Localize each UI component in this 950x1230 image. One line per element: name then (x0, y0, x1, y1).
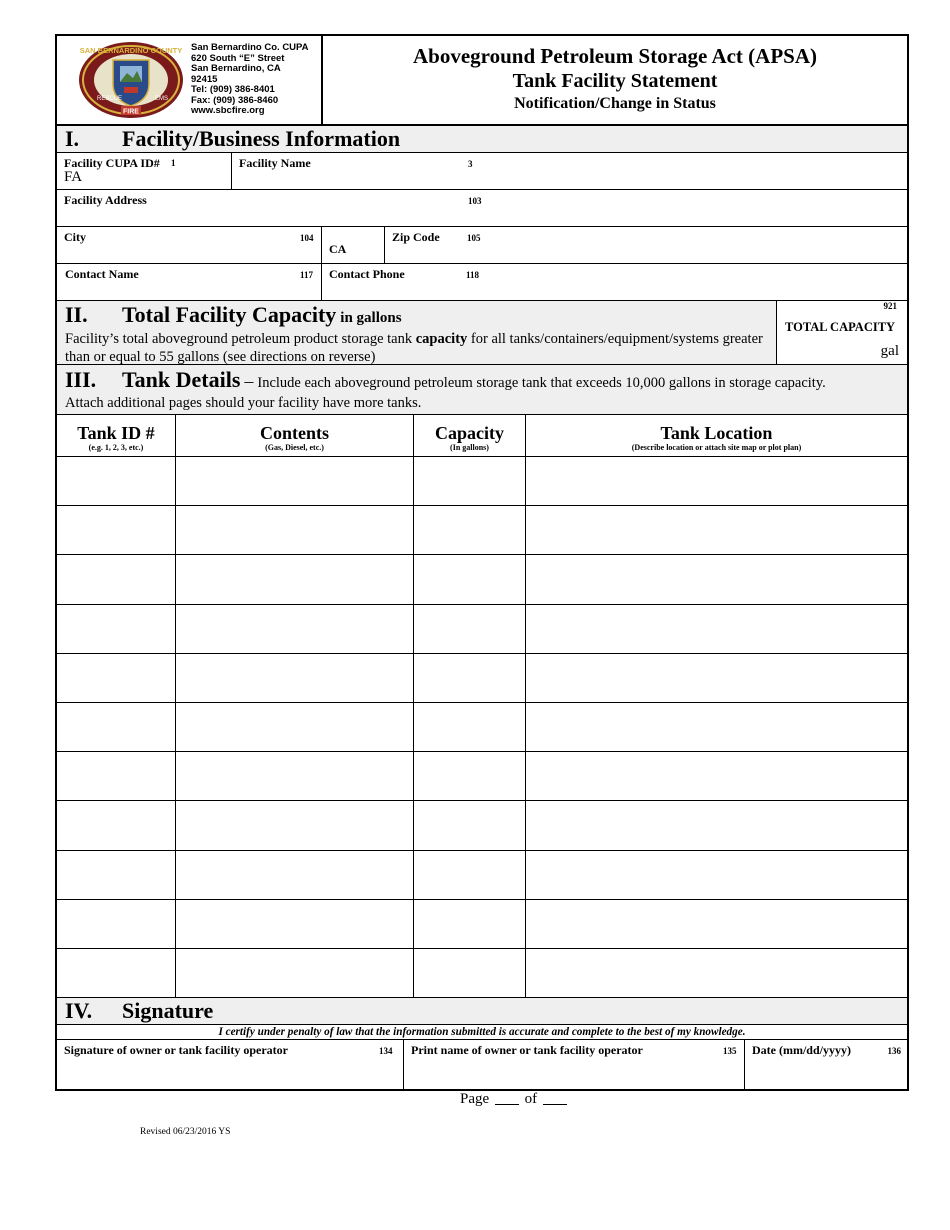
table-row (57, 900, 907, 949)
state-field (322, 227, 385, 263)
col-tank-id (57, 415, 176, 456)
row-contact (57, 264, 907, 301)
contact-name-field[interactable] (57, 264, 322, 300)
row-signature (57, 1039, 907, 1089)
section-3-description: Include each aboveground petroleum storage tank that exceeds 10,000 gallons in storage capacity. (257, 375, 826, 391)
section-2-info (57, 301, 777, 364)
col-capacity-label: Capacity (435, 423, 504, 443)
date-label: Date (mm/dd/yyyy) (752, 1043, 851, 1058)
col-tank-location (526, 415, 907, 456)
section-1-header (57, 126, 907, 153)
table-row (57, 555, 907, 604)
facility-name-label: Facility Name (239, 156, 311, 170)
tank-table-body (57, 457, 907, 998)
table-row (57, 703, 907, 752)
table-row (57, 506, 907, 555)
section-3-number: III. (65, 367, 97, 392)
page-label: Page (460, 1091, 490, 1107)
contents-cell[interactable] (176, 457, 414, 505)
print-name-code: 135 (723, 1046, 737, 1057)
contact-name-code: 117 (300, 270, 314, 280)
capacity-cell[interactable] (414, 851, 526, 899)
tank-id-cell[interactable] (57, 703, 176, 751)
tank-table-header (57, 415, 907, 457)
tank-location-cell[interactable] (526, 703, 907, 751)
tank-id-cell[interactable] (57, 555, 176, 603)
page-number-blank[interactable] (495, 1104, 519, 1105)
tank-id-cell[interactable] (57, 457, 176, 505)
agency-block (57, 36, 323, 124)
tank-location-cell[interactable] (526, 949, 907, 997)
tank-location-cell[interactable] (526, 654, 907, 702)
zip-code-label: Zip Code (392, 230, 440, 244)
col-capacity (414, 415, 526, 456)
col-tank-id-label: Tank ID # (77, 423, 155, 443)
page-total-blank[interactable] (543, 1104, 567, 1105)
agency-tel: Tel: (909) 386-8401 (191, 84, 275, 96)
facility-address-cell (57, 190, 907, 226)
section-3-description-2: Attach additional pages should your facility have more tanks. (65, 395, 422, 411)
contact-phone-field[interactable] (322, 264, 907, 300)
city-field[interactable] (57, 227, 322, 263)
section-4-number: IV. (65, 998, 93, 1024)
capacity-cell[interactable] (414, 605, 526, 653)
agency-city: San Bernardino, CA (191, 63, 281, 75)
tank-location-cell[interactable] (526, 605, 907, 653)
total-capacity-code: 921 (883, 301, 897, 311)
print-name-field[interactable] (404, 1040, 745, 1089)
tank-location-cell[interactable] (526, 851, 907, 899)
contents-cell[interactable] (176, 851, 414, 899)
signature-field[interactable] (57, 1040, 404, 1089)
contents-cell[interactable] (176, 949, 414, 997)
section-3-title: Tank Details (122, 367, 241, 392)
revision-note: Revised 06/23/2016 YS (140, 1127, 231, 1137)
form-header (57, 36, 907, 126)
facility-address-code: 103 (468, 196, 482, 206)
city-label: City (64, 230, 86, 244)
seal-right-text: EMS (155, 96, 169, 102)
county-fire-seal-icon (77, 40, 185, 120)
tank-location-cell[interactable] (526, 506, 907, 554)
section-4-title: Signature (122, 998, 214, 1024)
section-2-number: II. (65, 302, 88, 327)
tank-id-cell[interactable] (57, 949, 176, 997)
table-row (57, 457, 907, 506)
tank-location-cell[interactable] (526, 457, 907, 505)
date-code: 136 (887, 1046, 901, 1057)
contact-name-label: Contact Name (65, 267, 139, 281)
facility-name-code: 3 (468, 159, 473, 169)
col-tank-location-sub: (Describe location or attach site map or plot plan) (631, 443, 802, 452)
capacity-cell[interactable] (414, 801, 526, 849)
capacity-cell[interactable] (414, 949, 526, 997)
facility-address-label: Facility Address (64, 193, 147, 207)
seal-bottom-text: FIRE (123, 108, 139, 116)
tank-location-cell[interactable] (526, 801, 907, 849)
tank-id-cell[interactable] (57, 506, 176, 554)
seal-top-text: SAN BERNARDINO COUNTY (79, 46, 183, 55)
total-capacity-label: TOTAL CAPACITY (785, 320, 896, 334)
row-cupa-name (57, 153, 907, 190)
col-contents-label: Contents (259, 423, 329, 443)
of-label: of (524, 1091, 538, 1107)
form-subtitle: Tank Facility Statement (512, 70, 718, 92)
cupa-id-code: 1 (171, 158, 176, 168)
form-title: Aboveground Petroleum Storage Act (APSA) (412, 44, 817, 68)
capacity-cell[interactable] (414, 900, 526, 948)
agency-name: San Bernardino Co. CUPA (191, 41, 309, 53)
tank-location-cell[interactable] (526, 555, 907, 603)
agency-street: 620 South “E” Street (191, 52, 285, 64)
tank-id-cell[interactable] (57, 851, 176, 899)
table-row (57, 654, 907, 703)
signature-code: 134 (379, 1046, 393, 1057)
section-1-title: Facility/Business Information (122, 126, 401, 151)
city-code: 104 (300, 233, 314, 243)
contents-cell[interactable] (176, 506, 414, 554)
agency-web: www.sbcfire.org (191, 105, 265, 117)
section-2-desc-post: for all tanks/containers/equipment/systems greater than or equal to 55 gallons (see directions on reverse) (65, 331, 763, 365)
print-name-label: Print name of owner or tank facility operator (411, 1043, 643, 1058)
tank-id-cell[interactable] (57, 752, 176, 800)
agency-zip: 92415 (191, 73, 218, 85)
form-title-block (323, 36, 907, 124)
tank-id-cell[interactable] (57, 654, 176, 702)
cupa-id-label: Facility CUPA ID# (64, 156, 160, 170)
cupa-id-field[interactable] (57, 153, 232, 189)
table-row (57, 752, 907, 801)
form-subtitle-2: Notification/Change in Status (514, 95, 716, 112)
table-row (57, 949, 907, 998)
table-row (57, 605, 907, 654)
contents-cell[interactable] (176, 703, 414, 751)
state-value: CA (329, 242, 347, 256)
contents-cell[interactable] (176, 605, 414, 653)
col-tank-id-sub: (e.g. 1, 2, 3, etc.) (88, 443, 144, 452)
capacity-cell[interactable] (414, 654, 526, 702)
capacity-cell[interactable] (414, 555, 526, 603)
contact-phone-label: Contact Phone (329, 267, 405, 281)
contents-cell[interactable] (176, 555, 414, 603)
section-3-dash: – (244, 371, 254, 391)
contact-phone-code: 118 (466, 270, 480, 280)
date-field[interactable] (745, 1040, 907, 1089)
contents-cell[interactable] (176, 654, 414, 702)
col-contents (176, 415, 414, 456)
capacity-cell[interactable] (414, 457, 526, 505)
table-row (57, 801, 907, 850)
total-capacity-unit: gal (880, 343, 899, 359)
total-capacity-field[interactable] (777, 301, 907, 364)
tank-id-cell[interactable] (57, 605, 176, 653)
contents-cell[interactable] (176, 900, 414, 948)
section-1-number: I. (65, 126, 80, 151)
section-2 (57, 301, 907, 365)
capacity-cell[interactable] (414, 506, 526, 554)
contents-cell[interactable] (176, 752, 414, 800)
signature-label: Signature of owner or tank facility operator (64, 1043, 288, 1058)
tank-location-cell[interactable] (526, 900, 907, 948)
section-2-description (65, 330, 776, 366)
section-2-title-suffix: in gallons (340, 310, 402, 326)
col-capacity-sub: (In gallons) (450, 443, 489, 452)
section-2-desc-pre: Facility’s total aboveground petroleum product storage tank (65, 331, 413, 347)
certification-statement: I certify under penalty of law that the information submitted is accurate and complete to the best of my knowledge. (218, 1026, 746, 1039)
section-2-desc-bold: capacity (415, 331, 468, 347)
row-city-state-zip (57, 227, 907, 264)
capacity-cell[interactable] (414, 703, 526, 751)
seal-left-text: RESCUE (97, 96, 123, 102)
section-4-header (57, 998, 907, 1025)
tank-id-cell[interactable] (57, 900, 176, 948)
agency-fax: Fax: (909) 386-8460 (191, 94, 279, 106)
tank-id-cell[interactable] (57, 801, 176, 849)
agency-address (191, 43, 309, 117)
facility-address-field[interactable] (57, 190, 907, 227)
col-tank-location-label: Tank Location (660, 423, 773, 443)
facility-name-field[interactable] (232, 153, 907, 189)
zip-code-field[interactable] (385, 227, 907, 263)
section-2-title: Total Facility Capacity (122, 302, 337, 327)
apsa-form (55, 34, 909, 1091)
page-number-line (460, 1091, 569, 1108)
zip-code-code: 105 (467, 233, 481, 243)
section-3-header (57, 365, 907, 415)
capacity-cell[interactable] (414, 752, 526, 800)
contents-cell[interactable] (176, 801, 414, 849)
tank-location-cell[interactable] (526, 752, 907, 800)
table-row (57, 851, 907, 900)
col-contents-sub: (Gas, Diesel, etc.) (265, 443, 324, 452)
cupa-id-value: FA (64, 169, 83, 185)
